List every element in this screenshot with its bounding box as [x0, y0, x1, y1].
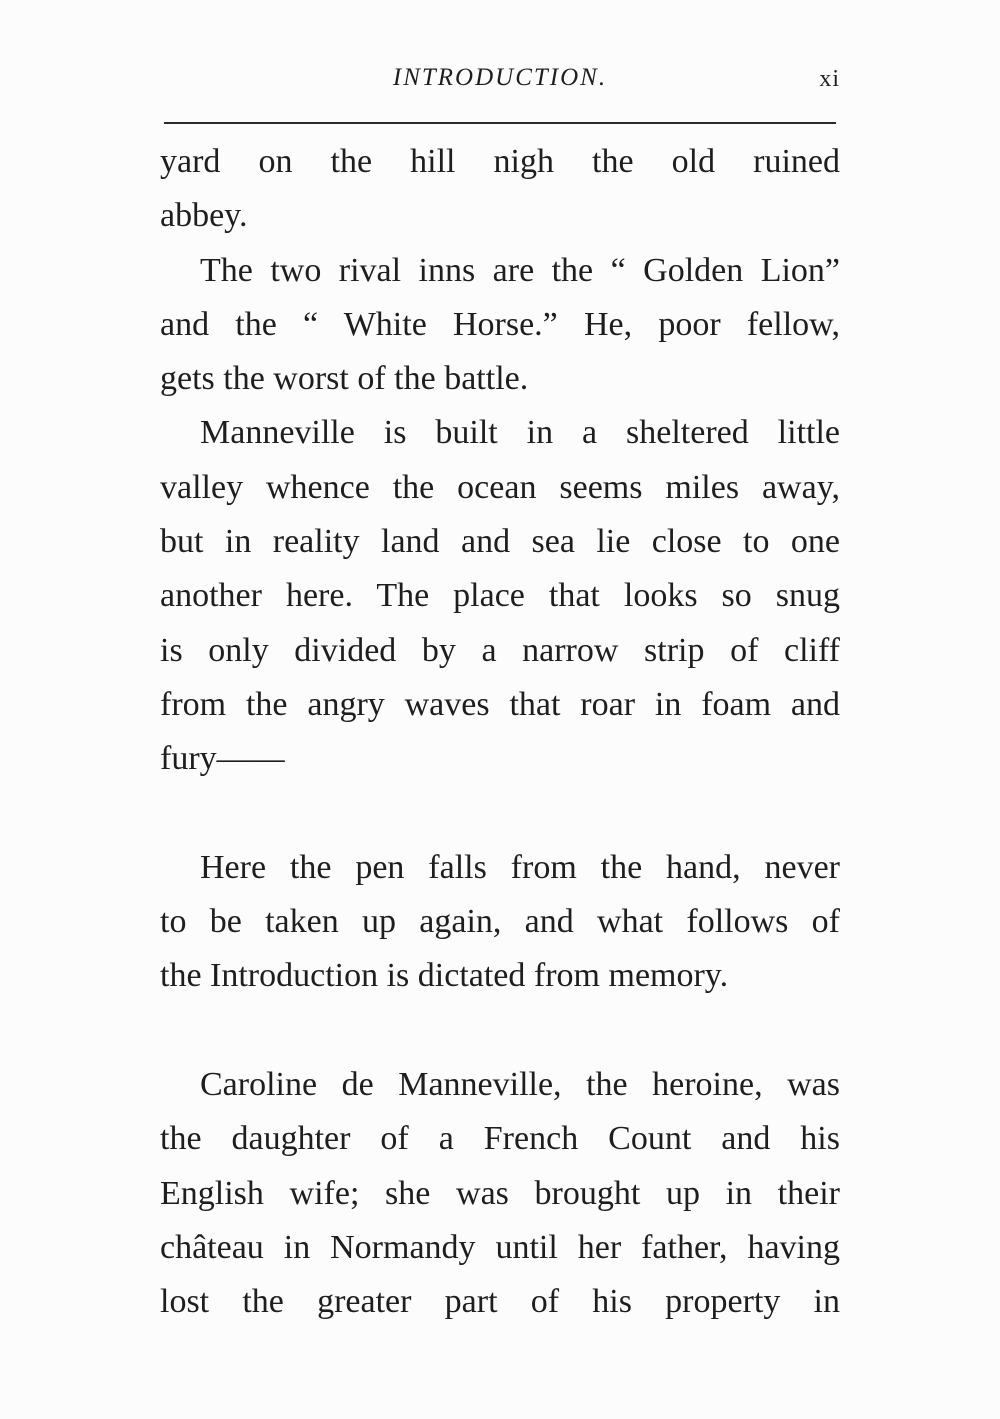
text-line: and the “ White Horse.” He, poor fellow,: [160, 305, 840, 343]
paragraph-first-line: Manneville is built in a sheltered little: [200, 414, 840, 452]
running-head: [160, 64, 840, 108]
page-number: xi: [819, 66, 840, 92]
body-text: [160, 135, 840, 1330]
text-line: the daughter of a French Count and his: [160, 1120, 840, 1158]
section-break: [160, 787, 840, 841]
text-line: from the angry waves that roar in foam and: [160, 685, 840, 723]
text-line: another here. The place that looks so snug: [160, 577, 840, 615]
text-line: yard on the hill nigh the old ruined: [160, 143, 840, 180]
text-line: but in reality land and sea lie close to one: [160, 523, 840, 561]
text-line: valley whence the ocean seems miles away,: [160, 468, 840, 506]
text-line: château in Normandy until her father, having: [160, 1228, 840, 1266]
text-line: the Introduction is dictated from memory.: [160, 957, 729, 995]
section-break: [160, 1004, 840, 1058]
running-title: INTRODUCTION.: [392, 64, 608, 91]
paragraph-first-line: The two rival inns are the “ Golden Lion”: [200, 251, 840, 289]
paragraph-first-line: Caroline de Manneville, the heroine, was: [200, 1066, 840, 1104]
text-line: gets the worst of the battle.: [160, 360, 529, 398]
text-line: fury——: [160, 740, 285, 778]
text-line: abbey.: [160, 197, 248, 235]
text-line: English wife; she was brought up in their: [160, 1174, 840, 1212]
text-line: lost the greater part of his property in: [160, 1283, 840, 1321]
text-line: is only divided by a narrow strip of cliff: [160, 631, 840, 669]
text-line: to be taken up again, and what follows of: [160, 903, 840, 941]
paragraph-first-line: Here the pen falls from the hand, never: [200, 848, 840, 886]
header-rule: [164, 122, 836, 124]
